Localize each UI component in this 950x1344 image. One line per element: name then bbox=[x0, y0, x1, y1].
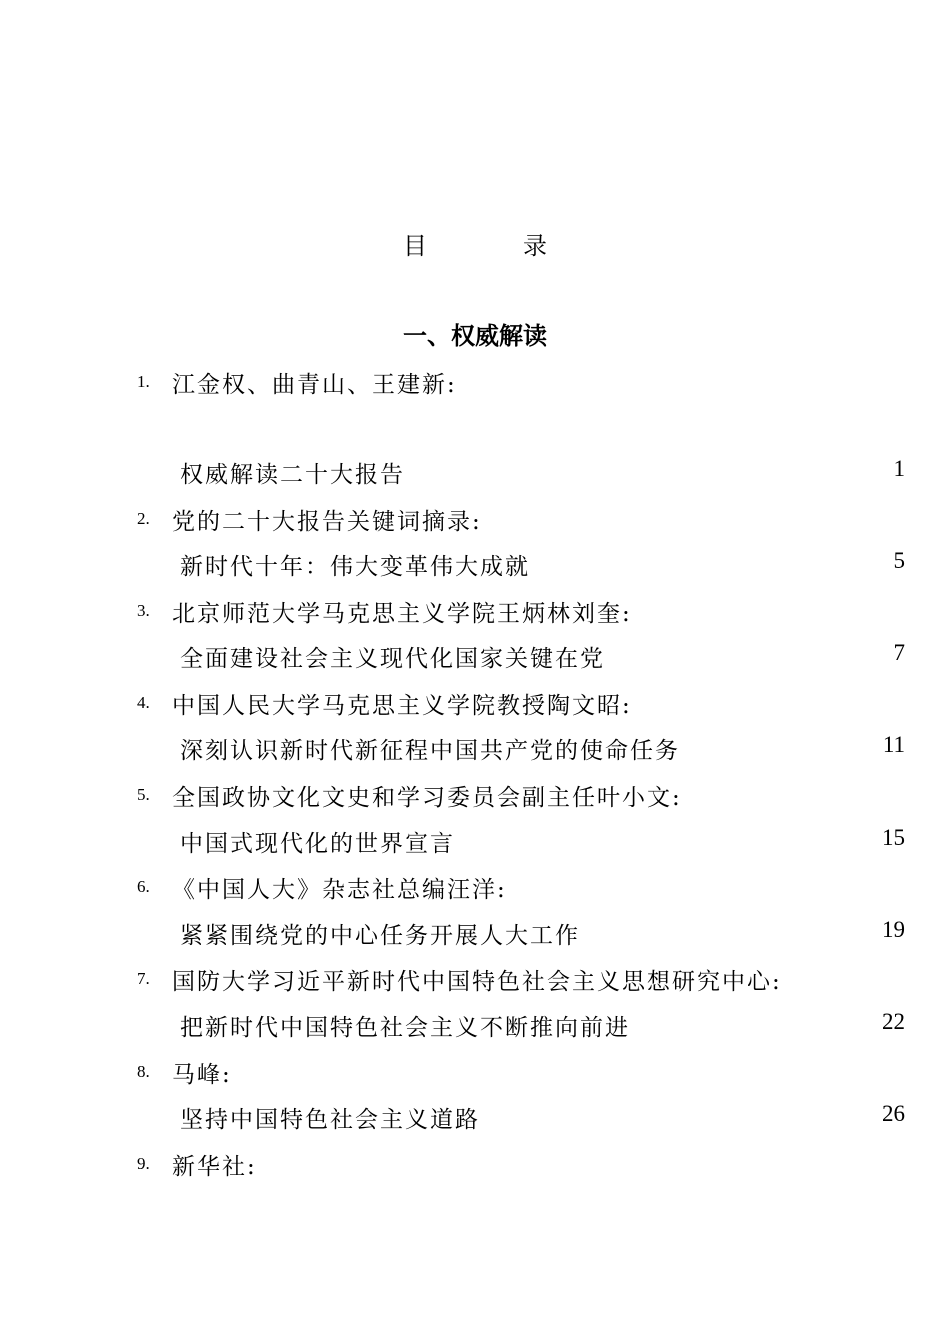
entry-author: 全国政协文化文史和学习委员会副主任叶小文: bbox=[172, 785, 682, 811]
toc-entry-author-line bbox=[0, 871, 950, 905]
entry-author: 江金权、曲青山、王建新: bbox=[172, 372, 457, 398]
toc-entry-author-line bbox=[0, 687, 950, 721]
entry-title: 新时代十年：伟大变革伟大成就 bbox=[180, 554, 530, 580]
entry-page-number: 26 bbox=[882, 1101, 905, 1126]
toc-entry-title-line[interactable] bbox=[0, 917, 950, 951]
entry-page-number: 1 bbox=[893, 456, 905, 481]
entry-number: 4. bbox=[137, 693, 150, 712]
entry-number: 6. bbox=[137, 877, 150, 896]
entry-number: 8. bbox=[137, 1062, 150, 1081]
entry-author: 马峰: bbox=[172, 1062, 232, 1088]
entry-author: 北京师范大学马克思主义学院王炳林刘奎: bbox=[172, 601, 632, 627]
entry-author: 国防大学习近平新时代中国特色社会主义思想研究中心: bbox=[172, 969, 782, 995]
entry-number: 3. bbox=[137, 601, 150, 620]
toc-entry-title-line[interactable] bbox=[0, 732, 950, 766]
toc-entry-author-line bbox=[0, 1056, 950, 1090]
toc-entry-title-line[interactable] bbox=[0, 1101, 950, 1135]
toc-entry-title-line[interactable] bbox=[0, 825, 950, 859]
entry-author: 中国人民大学马克思主义学院教授陶文昭: bbox=[172, 693, 632, 719]
toc-entry-title-line[interactable] bbox=[0, 456, 950, 490]
entry-author: 《中国人大》杂志社总编汪洋: bbox=[172, 877, 507, 903]
entry-page-number: 7 bbox=[893, 640, 905, 665]
entry-number: 9. bbox=[137, 1154, 150, 1173]
toc-entry-title-line[interactable] bbox=[0, 640, 950, 674]
toc-entry-title-line[interactable] bbox=[0, 1009, 950, 1043]
toc-title: 目 录 bbox=[403, 232, 583, 260]
toc-entry-title-line[interactable] bbox=[0, 548, 950, 582]
entry-title: 紧紧围绕党的中心任务开展人大工作 bbox=[180, 923, 580, 949]
entry-number: 7. bbox=[137, 969, 150, 988]
section-heading: 一、权威解读 bbox=[403, 322, 547, 350]
entry-author: 党的二十大报告关键词摘录: bbox=[172, 509, 482, 535]
entry-page-number: 15 bbox=[882, 825, 905, 850]
toc-entry-author-line bbox=[0, 366, 950, 400]
toc-entry-author-line bbox=[0, 779, 950, 813]
entry-page-number: 19 bbox=[882, 917, 905, 942]
entry-page-number: 11 bbox=[882, 732, 905, 757]
entry-title: 权威解读二十大报告 bbox=[180, 462, 405, 488]
entry-title: 全面建设社会主义现代化国家关键在党 bbox=[180, 646, 605, 672]
entry-title: 中国式现代化的世界宣言 bbox=[180, 831, 455, 857]
entry-number: 1. bbox=[137, 372, 150, 391]
entry-page-number: 5 bbox=[893, 548, 905, 573]
entry-number: 5. bbox=[137, 785, 150, 804]
entry-page-number: 22 bbox=[882, 1009, 905, 1034]
entry-title: 坚持中国特色社会主义道路 bbox=[180, 1107, 480, 1133]
toc-entry-author-line bbox=[0, 1148, 950, 1182]
entry-author: 新华社: bbox=[172, 1154, 257, 1180]
entry-number: 2. bbox=[137, 509, 150, 528]
toc-entry-author-line bbox=[0, 963, 950, 997]
entry-title: 深刻认识新时代新征程中国共产党的使命任务 bbox=[180, 738, 680, 764]
toc-entry-author-line bbox=[0, 503, 950, 537]
entry-title: 把新时代中国特色社会主义不断推向前进 bbox=[180, 1015, 630, 1041]
toc-entry-author-line bbox=[0, 595, 950, 629]
